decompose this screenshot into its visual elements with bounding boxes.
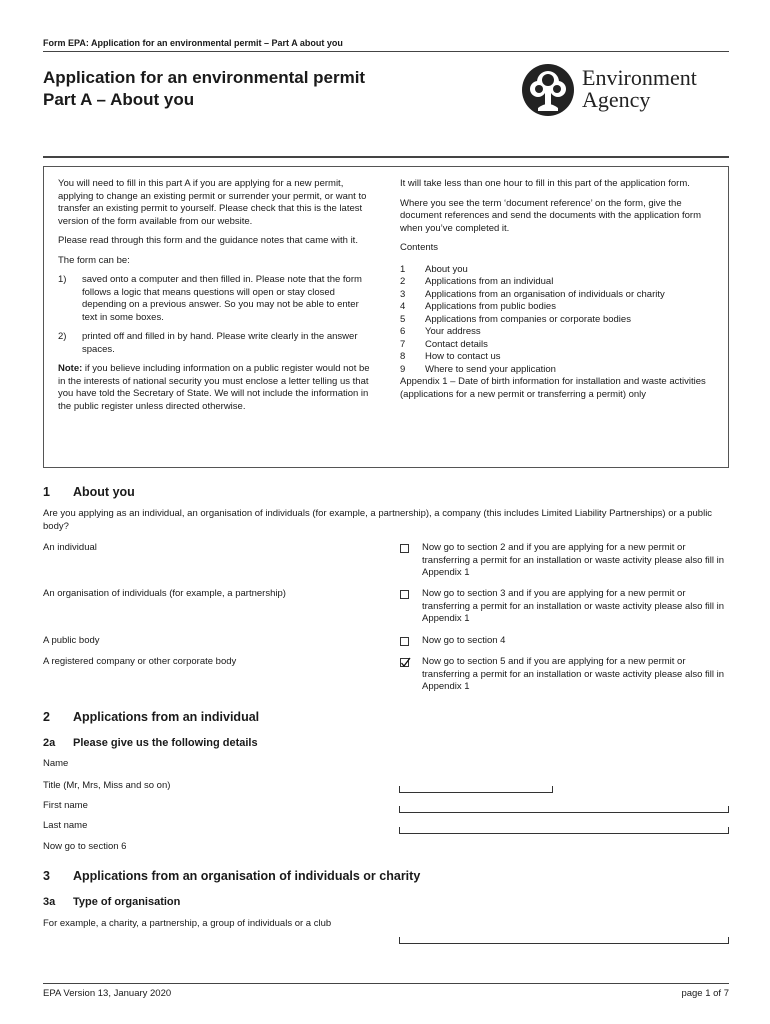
last-name-label: Last name <box>43 820 88 831</box>
appendix-entry[interactable]: Appendix 1 – Date of birth information for installation and waste activities (applications for a new permit or transferring a permit) only <box>400 376 706 400</box>
contents-item[interactable]: 7 Contact details <box>400 338 488 350</box>
running-header: Form EPA: Application for an environmental permit – Part A about you <box>43 38 343 48</box>
section-2-next: Now go to section 6 <box>43 841 127 852</box>
checkbox-public-body[interactable] <box>400 637 409 646</box>
option-label-public-body: A public body <box>43 635 100 646</box>
contents-item[interactable]: 8 How to contact us <box>400 351 501 362</box>
option-note-individual: Now go to section 2 and if you are applying for a new permit or transferring a permit for an installation or waste activity please also fill in Appendix 1 <box>422 542 725 578</box>
checkbox-organisation[interactable] <box>400 590 409 599</box>
option-note-public-body: Now go to section 4 <box>422 635 506 646</box>
organisation-type-input[interactable] <box>399 936 729 944</box>
page-number: page 1 of 7 <box>681 988 729 999</box>
header-rule <box>43 51 729 52</box>
title-line-1: Application for an environmental permit <box>43 68 366 87</box>
contents-item[interactable]: 4 Applications from public bodies <box>400 301 556 312</box>
title-line-2: Part A – About you <box>43 90 195 109</box>
section-3a-heading: 3a Type of organisation <box>43 896 181 908</box>
intro-right-column: It will take less than one hour to fill in this part of the application form. Where you see the term ‘document reference’ on the form, give the document references and send the documents with the application form when you’ve completed it. Contents 1 About you 2 Applications from an individual 3 Applications from an organisation of individuals or charity 4 Applications from public bodies 5 Applications from companies or corporate bodies 6 Your address 7 Contact details 8 How to contact us 9 Where to send your application Appendix 1 – Date of birth information for installation and waste activities (applications for a new permit or transferring a permit) only <box>400 178 722 408</box>
option-note-company: Now go to section 5 and if you are applying for a new permit or transferring a permit for an installation or waste activity please also fill in Appendix 1 <box>422 656 725 692</box>
form-options-list <box>58 274 374 356</box>
contents-item[interactable]: 3 Applications from an organisation of individuals or charity <box>400 288 665 300</box>
national-security-note: Note: if you believe including information on a public register would not be in the interests of national security you must enclose a letter telling us that you have told the Secretary of State. We will not include the information in the public register unless directed otherwise. <box>58 363 370 412</box>
contents-item[interactable]: 5 Applications from companies or corporate bodies <box>400 313 631 325</box>
environment-agency-logo <box>520 62 735 122</box>
tree-emblem-icon <box>520 62 576 118</box>
footer-rule <box>43 983 729 984</box>
contents-heading: Contents <box>400 242 439 253</box>
option-label-company: A registered company or other corporate body <box>43 656 237 667</box>
version-label: EPA Version 13, January 2020 <box>43 988 172 999</box>
first-name-label: First name <box>43 800 88 811</box>
checkbox-company[interactable] <box>400 658 409 667</box>
section-1-heading: 1 About you <box>43 485 135 499</box>
section-1-question: Are you applying as an individual, an organisation of individuals (for example, a partnership), a company (this includes Limited Liability Partnerships) or a public body? <box>43 508 713 532</box>
page-title <box>43 67 365 111</box>
intro-left-column: You will need to fill in this part A if you are applying for a new permit, applying to change an existing permit or surrender your permit, or want to transfer an existing permit to yourself. Please check that this is the latest version of the form available from our website. Please read through this form and the guidance notes that came with it. The form can be: 1) saved onto a computer and then filled in. Please note that the form follows a logic that means questions will open or stay closed depending on a previous answer. So you may not be able to enter text in some boxes. 2) printed off and filled in by hand. Please write clearly in the answer spaces. Note: if you believe including information on a public register would not be in the interests of national security you must enclose a letter telling us that you have told the Secretary of State. We will not include the information in the public register unless directed otherwise. <box>58 178 374 420</box>
title-input[interactable] <box>399 785 553 793</box>
title-rule <box>43 156 729 158</box>
intro-box <box>43 166 729 468</box>
list-item: 2) printed off and filled in by hand. Please write clearly in the answer spaces. <box>58 331 358 355</box>
last-name-input[interactable] <box>399 826 729 834</box>
checkbox-individual[interactable] <box>400 544 409 553</box>
contents-list <box>400 264 722 377</box>
check-mark-icon <box>400 657 411 668</box>
option-label-organisation: An organisation of individuals (for example, a partnership) <box>43 588 286 599</box>
organisation-type-label: For example, a charity, a partnership, a group of individuals or a club <box>43 918 332 929</box>
list-item: 1) saved onto a computer and then filled in. Please note that the form follows a logic that means questions will open or stay closed depending on a previous answer. So you may not be able to enter text in some boxes. <box>58 274 362 323</box>
first-name-input[interactable] <box>399 805 729 813</box>
option-note-organisation: Now go to section 3 and if you are applying for a new permit or transferring a permit for an installation or waste activity please also fill in Appendix 1 <box>422 588 725 624</box>
section-2a-heading: 2a Please give us the following details <box>43 737 258 749</box>
contents-item[interactable]: 1 About you <box>400 263 468 275</box>
title-field-label: Title (Mr, Mrs, Miss and so on) <box>43 780 171 791</box>
section-2-heading: 2 Applications from an individual <box>43 710 260 724</box>
contents-item[interactable]: 2 Applications from an individual <box>400 276 554 287</box>
name-label: Name <box>43 758 69 769</box>
section-3-heading: 3 Applications from an organisation of individuals or charity <box>43 869 421 883</box>
contents-item[interactable]: 9 Where to send your application <box>400 363 556 375</box>
logo-wordmark: Environment Agency <box>582 65 697 112</box>
option-label-individual: An individual <box>43 542 97 553</box>
contents-item[interactable]: 6 Your address <box>400 326 481 337</box>
